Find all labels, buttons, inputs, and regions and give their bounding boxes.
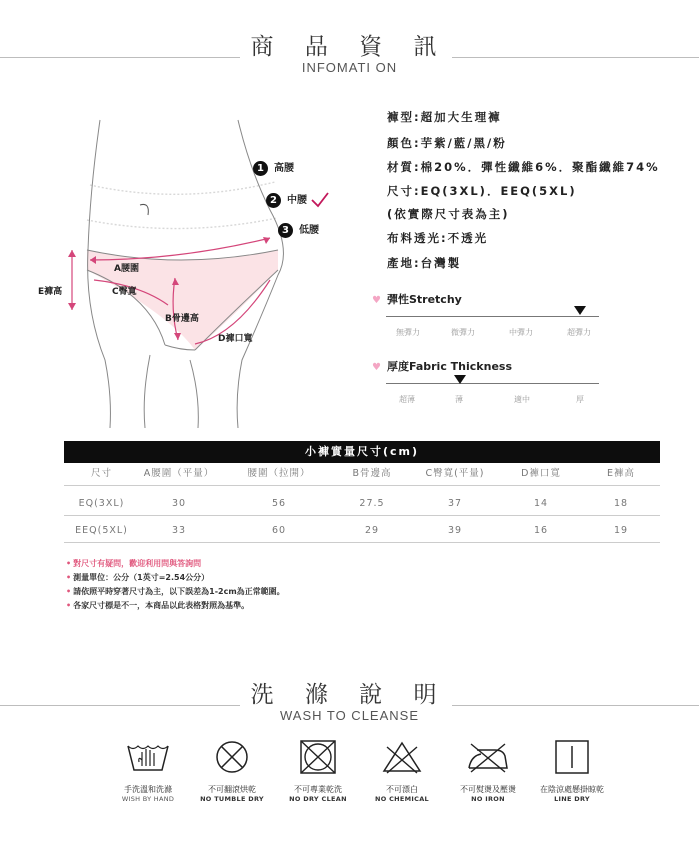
note-item: • 測量單位：公分（1英寸=2.54公分） bbox=[66, 573, 210, 582]
care-label: 不可專業乾洗 bbox=[294, 785, 342, 794]
thickness-label: 薄 bbox=[455, 395, 463, 404]
stretch-label: 微彈力 bbox=[451, 328, 475, 337]
table-cell: 30 bbox=[171, 498, 187, 509]
table-header: 腰圍（拉開） bbox=[247, 468, 311, 479]
care-label-en: WISH BY HAND bbox=[121, 795, 175, 803]
table-cell: 60 bbox=[271, 525, 287, 536]
high-waist: 1 高腰 bbox=[253, 159, 294, 176]
thickness-title: ♥ 厚度Fabric Thickness bbox=[372, 360, 513, 373]
care-label: 手洗溫和洗滌 bbox=[124, 785, 172, 794]
care-label: 不可漂白 bbox=[386, 785, 418, 794]
table-cell: EQ(3XL) bbox=[78, 498, 125, 509]
table-cell: EEQ(5XL) bbox=[75, 525, 128, 536]
table-cell: 39 bbox=[447, 525, 463, 536]
care-no-tumble bbox=[187, 740, 277, 803]
care-label: 不可翻滾烘乾 bbox=[208, 785, 256, 794]
thickness-label: 超薄 bbox=[399, 395, 415, 404]
note-item: • 各家尺寸標是不一，本商品以此表格對照為基準。 bbox=[66, 601, 250, 610]
table-cell: 33 bbox=[171, 525, 187, 536]
wash-subtitle: WASH TO CLEANSE bbox=[279, 708, 419, 723]
care-no-bleach bbox=[357, 740, 447, 803]
care-label: 不可熨燙及壓燙 bbox=[460, 785, 516, 794]
check-icon bbox=[310, 192, 330, 208]
care-label-en: NO IRON bbox=[471, 795, 505, 803]
stretch-label: 超彈力 bbox=[567, 328, 591, 337]
no-iron-icon bbox=[465, 740, 511, 774]
spec-size: 尺寸:EQ(3XL)．EEQ(5XL) bbox=[387, 184, 577, 198]
table-cell: 27.5 bbox=[359, 498, 385, 509]
care-label-en: NO TUMBLE DRY bbox=[200, 795, 264, 803]
table-header-row bbox=[64, 463, 660, 486]
table-cell: 56 bbox=[271, 498, 287, 509]
spec-material: 材質:棉20%．彈性纖維6%．聚酯纖維74% bbox=[387, 160, 660, 174]
hand-wash-icon bbox=[125, 740, 171, 774]
table-header: E褲高 bbox=[606, 468, 635, 479]
table-header: D褲口寬 bbox=[521, 468, 561, 479]
care-label-en: NO CHEMICAL bbox=[374, 795, 429, 803]
stretch-label: 中彈力 bbox=[509, 328, 533, 337]
care-label: 在陰涼處懸掛晾乾 bbox=[540, 785, 604, 794]
care-no-dry-clean bbox=[273, 740, 363, 803]
spec-style: 褲型:超加大生理褲 bbox=[387, 110, 502, 124]
spec-size-note: (依實際尺寸表為主) bbox=[387, 207, 510, 221]
heart-icon: ♥ bbox=[372, 362, 381, 373]
info-title: 商 品 資 訊 bbox=[250, 34, 449, 60]
table-cell: 37 bbox=[447, 498, 463, 509]
note-item: • 請依照平時穿著尺寸為主，以下誤差為1-2cm為正常範圍。 bbox=[66, 587, 285, 596]
stretch-scale-line bbox=[386, 316, 599, 317]
table-row bbox=[64, 493, 660, 516]
line-dry-icon bbox=[552, 740, 592, 774]
low-waist: 3 低腰 bbox=[278, 221, 319, 238]
spec-origin: 產地:台灣製 bbox=[387, 256, 462, 270]
table-header: A腰圍（平量） bbox=[143, 468, 215, 479]
care-line-dry bbox=[527, 740, 617, 803]
no-dry-clean-icon bbox=[298, 740, 338, 774]
table-cell: 29 bbox=[364, 525, 380, 536]
thickness-label: 適中 bbox=[514, 395, 530, 404]
table-row bbox=[64, 520, 660, 543]
label-c: C臀寬 bbox=[112, 287, 137, 297]
stretch-marker bbox=[574, 306, 586, 315]
table-header: B骨邊高 bbox=[352, 468, 392, 479]
spec-color: 顏色:芋紫/藍/黑/粉 bbox=[387, 136, 507, 150]
table-header: 尺寸 bbox=[90, 468, 112, 479]
info-subtitle: INFOMATI ON bbox=[301, 60, 398, 75]
heart-icon: ♥ bbox=[372, 295, 381, 306]
label-b: B骨邊高 bbox=[165, 314, 199, 324]
label-d: D褲口寬 bbox=[218, 334, 253, 344]
size-table-title: 小褲實量尺寸(cm) bbox=[64, 441, 660, 463]
note-item: • 對尺寸有疑問，歡迎利用問與答詢問 bbox=[66, 559, 202, 568]
care-no-iron bbox=[443, 740, 533, 803]
table-cell: 18 bbox=[613, 498, 629, 509]
table-cell: 16 bbox=[533, 525, 549, 536]
label-a: A腰圍 bbox=[114, 264, 139, 274]
no-tumble-dry-icon bbox=[212, 740, 252, 774]
table-header: C臀寬(平量) bbox=[425, 468, 485, 479]
thickness-label: 厚 bbox=[576, 395, 584, 404]
stretch-title: ♥ 彈性Stretchy bbox=[372, 293, 462, 306]
care-label-en: NO DRY CLEAN bbox=[289, 795, 347, 803]
spec-opacity: 布料透光:不透光 bbox=[387, 231, 489, 245]
label-e: E褲高 bbox=[38, 287, 63, 297]
thickness-scale-line bbox=[386, 383, 599, 384]
no-bleach-icon bbox=[380, 740, 424, 774]
mid-waist: 2 中腰 bbox=[266, 191, 330, 208]
stretch-label: 無彈力 bbox=[396, 328, 420, 337]
care-hand-wash bbox=[103, 740, 193, 803]
thickness-marker bbox=[454, 375, 466, 384]
table-cell: 14 bbox=[533, 498, 549, 509]
table-cell: 19 bbox=[613, 525, 629, 536]
care-label-en: LINE DRY bbox=[554, 795, 590, 803]
wash-title: 洗 滌 說 明 bbox=[250, 682, 449, 708]
